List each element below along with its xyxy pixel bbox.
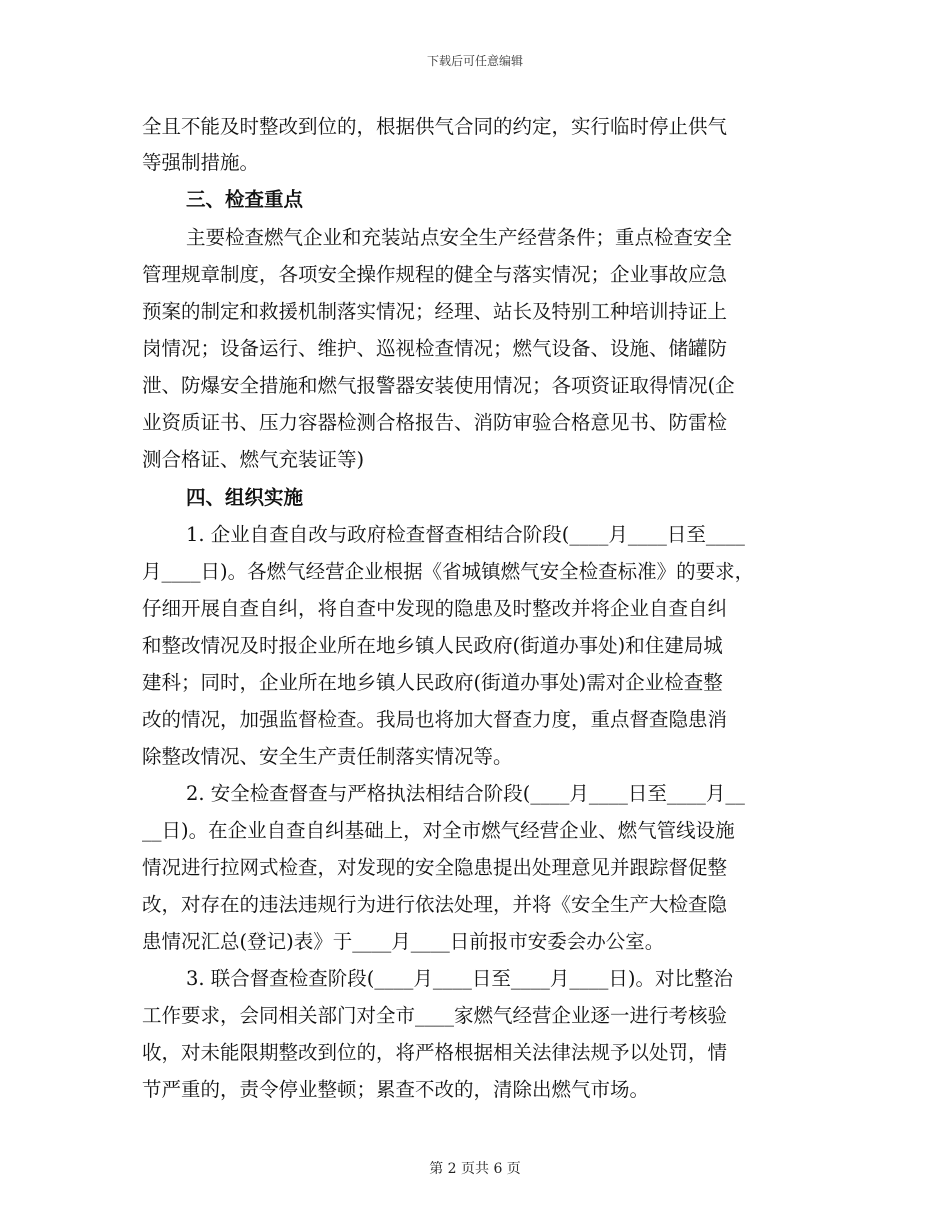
section-heading: 三、检查重点: [186, 188, 304, 211]
body-line: 节严重的，责令停业整顿；累查不改的，清除出燃气市场。: [142, 1078, 650, 1101]
body-line: 等强制措施。: [142, 151, 260, 174]
body-line: 患情况汇总(登记)表》于____月____日前报市安委会办公室。: [142, 930, 665, 953]
body-line: 测合格证、燃气充装证等): [142, 448, 365, 471]
body-line: 仔细开展自查自纠，将自查中发现的隐患及时整改并将企业自查自纠: [142, 597, 728, 620]
body-line: 情况进行拉网式检查，对发现的安全隐患提出处理意见并跟踪督促整: [142, 856, 728, 879]
page-header: 下载后可任意编辑: [426, 54, 523, 68]
body-line: 主要检查燃气企业和充装站点安全生产经营条件；重点检查安全: [186, 226, 733, 249]
body-line: 月____日)。各燃气经营企业根据《省城镇燃气安全检查标准》的要求，: [142, 560, 755, 583]
body-line: 预案的制定和救援机制落实情况；经理、站长及特别工种培训持证上: [142, 300, 728, 323]
page-number: 第 2 页共 6 页: [429, 1161, 521, 1177]
body-line: 和整改情况及时报企业所在地乡镇人民政府(街道办事处)和住建局城: [142, 634, 723, 657]
body-line: __日)。在企业自查自纠基础上，对全市燃气经营企业、燃气管线设施: [142, 819, 735, 842]
body-line: 除整改情况、安全生产责任制落实情况等。: [142, 745, 513, 768]
body-line: 1. 企业自查自改与政府检查督查相结合阶段(____月____日至____: [186, 523, 745, 546]
body-line: 管理规章制度，各项安全操作规程的健全与落实情况；企业事故应急: [142, 263, 728, 286]
body-line: 收，对未能限期整改到位的，将严格根据相关法律法规予以处罚，情: [142, 1041, 728, 1064]
body-line: 岗情况；设备运行、维护、巡视检查情况；燃气设备、设施、储罐防: [142, 337, 728, 360]
body-line: 工作要求，会同相关部门对全市____家燃气经营企业逐一进行考核验: [142, 1004, 728, 1027]
body-line: 改，对存在的违法违规行为进行依法处理，并将《安全生产大检查隐: [142, 893, 728, 916]
body-line: 泄、防爆安全措施和燃气报警器安装使用情况；各项资证取得情况(企: [142, 374, 735, 397]
body-line: 改的情况，加强监督检查。我局也将加大督查力度，重点督查隐患消: [142, 708, 728, 731]
body-line: 全且不能及时整改到位的，根据供气合同的约定，实行临时停止供气: [142, 115, 728, 138]
body-line: 业资质证书、压力容器检测合格报告、消防审验合格意见书、防雷检: [142, 411, 728, 434]
body-line: 建科；同时，企业所在地乡镇人民政府(街道办事处)需对企业检查整: [142, 671, 723, 694]
body-line: 2. 安全检查督查与严格执法相结合阶段(____月____日至____月__: [186, 782, 745, 805]
body-line: 3. 联合督查检查阶段(____月____日至____月____日)。对比整治: [186, 967, 734, 990]
section-heading: 四、组织实施: [186, 486, 304, 509]
